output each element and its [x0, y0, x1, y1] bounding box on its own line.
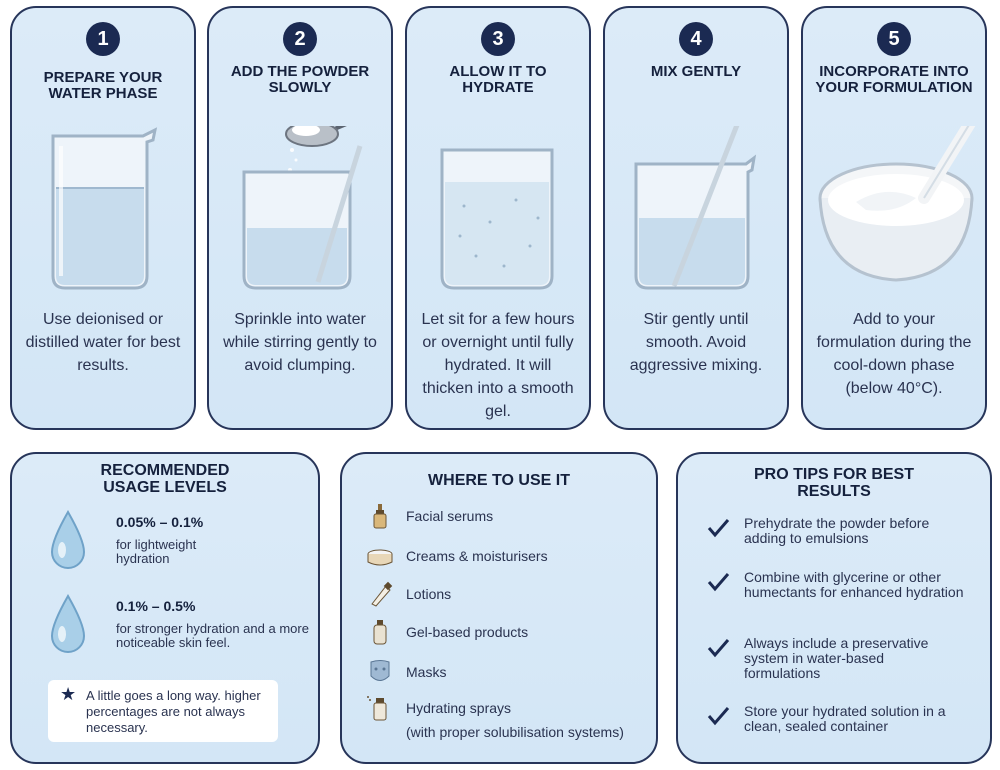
water-drop-icon [46, 510, 90, 572]
step-number-badge: 4 [679, 22, 713, 56]
pro-tip-text: Store your hydrated solution in a clean, sealed container [744, 703, 946, 734]
usage-levels-card [10, 452, 320, 764]
step-number-badge: 5 [877, 22, 911, 56]
pro-tips-title: PRO TIPS FOR BEST RESULTS [753, 466, 914, 500]
pro-tips-card [676, 452, 992, 764]
use-item-label: Lotions [406, 586, 452, 602]
step-description: Stir gently until smooth. Avoid aggressive mixing. [629, 311, 763, 374]
use-item-label: Gel-based products [406, 624, 529, 640]
beaker-spoon-powder-icon [222, 126, 382, 296]
usage-tip-box [48, 680, 278, 742]
use-item-label: Hydrating sprays [406, 700, 512, 716]
checkmark-icon [706, 636, 730, 660]
step-description: Use deionised or distilled water for best results. [25, 311, 181, 374]
pro-tip-text: Always include a preservative system in water-based formulations [744, 635, 929, 681]
serum-bottle-icon [366, 502, 394, 530]
step-number-badge: 2 [283, 22, 317, 56]
hydrating-gel-beaker-icon [420, 126, 580, 296]
step-title: ALLOW IT TO HYDRATE [449, 63, 547, 96]
cream-bowl-icon [816, 126, 976, 296]
use-item-label: Creams & moisturisers [406, 548, 548, 564]
step-title: MIX GENTLY [650, 63, 742, 80]
step-description: Let sit for a few hours or overnight until fully hydrated. It will thicken into a smooth gel. [421, 311, 575, 420]
checkmark-icon [706, 570, 730, 594]
checkmark-icon [706, 516, 730, 540]
step-card-4 [603, 6, 789, 430]
step-title: INCORPORATE INTO YOUR FORMULATION [815, 63, 973, 96]
where-to-use-card [340, 452, 658, 764]
pro-tip-text: Prehydrate the powder before adding to emulsions [744, 515, 930, 546]
where-to-use-title: WHERE TO USE IT [428, 472, 570, 489]
step-title: ADD THE POWDER SLOWLY [230, 63, 370, 96]
step-card-1 [10, 6, 196, 430]
step-number-badge: 3 [481, 22, 515, 56]
step-card-3 [405, 6, 591, 430]
step-card-5 [801, 6, 987, 430]
step-title: PREPARE YOUR WATER PHASE [43, 69, 163, 102]
step-card-2 [207, 6, 393, 430]
usage-note: for lightweight hydration [116, 537, 197, 566]
step-description: Add to your formulation during the cool-down phase (below 40°C). [816, 311, 972, 397]
usage-range: 0.05% – 0.1% [116, 514, 204, 530]
usage-range: 0.1% – 0.5% [116, 598, 196, 614]
step-description: Sprinkle into water while stirring gently to avoid clumping. [223, 311, 377, 374]
cream-jar-icon [366, 542, 394, 570]
water-drop-icon [46, 594, 90, 656]
usage-tip-text: A little goes a long way. higher percentages are not always necessary. [86, 688, 261, 735]
stirring-beaker-icon [618, 126, 778, 296]
face-mask-icon [366, 658, 394, 686]
pro-tip-text: Combine with glycerine or other humectants for enhanced hydration [744, 569, 964, 600]
spray-bottle-icon [366, 694, 394, 722]
step-number-badge: 1 [86, 22, 120, 56]
use-item-label: Facial serums [406, 508, 494, 524]
gel-bottle-icon [366, 618, 394, 646]
use-item-label: Masks [406, 664, 447, 680]
water-beaker-icon [25, 126, 185, 296]
use-item-sublabel: (with proper solubilisation systems) [406, 724, 624, 740]
star-icon: ★ [60, 684, 77, 704]
checkmark-icon [706, 704, 730, 728]
lotion-tube-icon [366, 580, 394, 608]
usage-levels-title: RECOMMENDED USAGE LEVELS [100, 462, 230, 496]
usage-note: for stronger hydration and a more noticeable skin feel. [116, 621, 309, 650]
